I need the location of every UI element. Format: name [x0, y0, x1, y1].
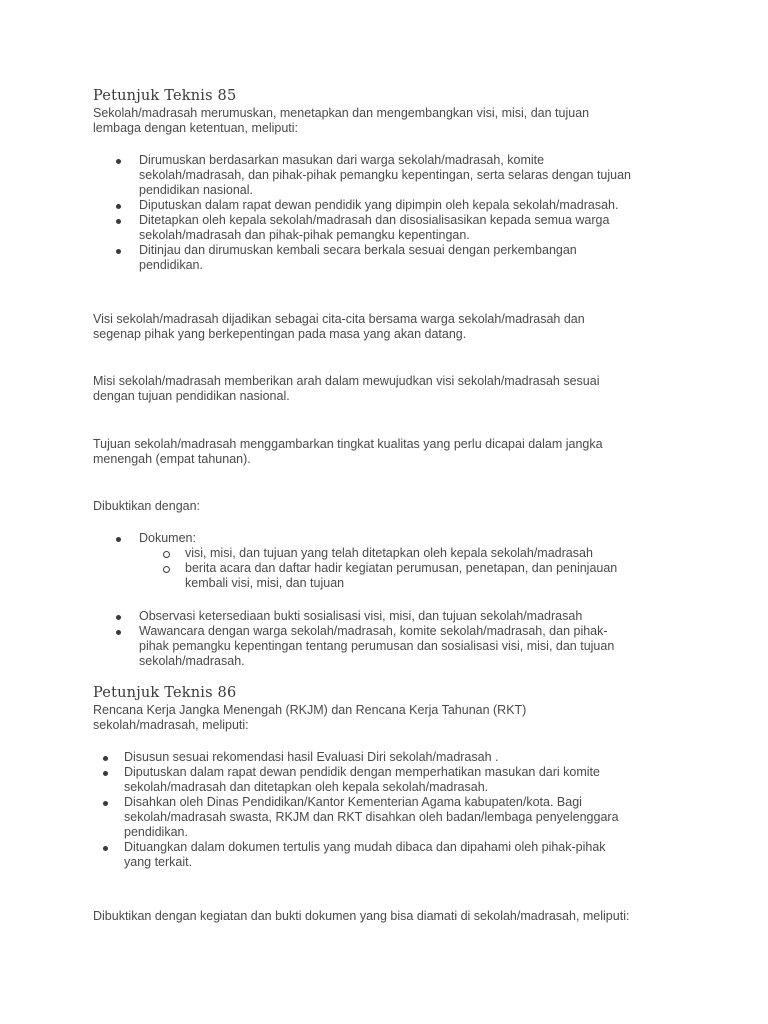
dokumen-sublist — [162, 546, 699, 591]
bullet-icon — [116, 204, 121, 209]
paragraph-tujuan: Tujuan sekolah/madrasah menggambarkan tingkat kualitas yang perlu dicapai dalam jangka menengah (empat tahunan). — [93, 437, 603, 466]
bullet-icon — [116, 219, 121, 224]
circle-bullet-icon — [163, 566, 170, 573]
sublist-item: berita acara dan daftar hadir kegiatan perumusan, penetapan, dan peninjauan kembali visi, misi, dan tujuan — [162, 561, 699, 591]
list-item: Dirumuskan berdasarkan masukan dari warga sekolah/madrasah, komite sekolah/madrasah, dan pihak-pihak pemangku kepentingan, serta selaras dengan tujuan pendidikan nasional. — [139, 153, 699, 198]
bullet-icon — [116, 537, 121, 542]
bullet-icon — [103, 801, 108, 806]
list-item: Disahkan oleh Dinas Pendidikan/Kantor Kementerian Agama kabupaten/kota. Bagi sekolah/madrasah swasta, RKJM dan RKT disahkan oleh badan/lembaga penyelenggara pendidikan. — [124, 795, 694, 840]
bullet-icon — [116, 630, 121, 635]
section-intro-86: Rencana Kerja Jangka Menengah (RKJM) dan Rencana Kerja Tahunan (RKT) sekolah/madrasah, meliputi: — [93, 703, 527, 732]
list-item-dokumen: Dokumen: visi, misi, dan tujuan yang telah ditetapkan oleh kepala sekolah/madrasah berita acara dan daftar hadir kegiatan perumusan, penetapan, dan peninjauan kembali visi, misi, dan tujuan — [139, 531, 699, 591]
paragraph-dibuktikan: Dibuktikan dengan: — [93, 499, 201, 513]
paragraph-misi: Misi sekolah/madrasah memberikan arah dalam mewujudkan visi sekolah/madrasah sesuai dengan tujuan pendidikan nasional. — [93, 374, 600, 403]
evidence-list-85 — [139, 531, 699, 591]
list-item: Dituangkan dalam dokumen tertulis yang mudah dibaca dan dipahami oleh pihak-pihak yang terkait. — [124, 840, 694, 870]
list-item: Diputuskan dalam rapat dewan pendidik dengan memperhatikan masukan dari komite sekolah/madrasah dan ditetapkan oleh kepala sekolah/madrasah. — [124, 765, 694, 795]
paragraph-visi: Visi sekolah/madrasah dijadikan sebagai cita-cita bersama warga sekolah/madrasah dan segenap pihak yang berkepentingan pada masa yang akan datang. — [93, 312, 585, 341]
list-item: Diputuskan dalam rapat dewan pendidik yang dipimpin oleh kepala sekolah/madrasah. — [139, 198, 699, 213]
sublist-item: visi, misi, dan tujuan yang telah ditetapkan oleh kepala sekolah/madrasah — [162, 546, 699, 561]
requirements-list-86 — [124, 750, 694, 870]
closing-paragraph-86: Dibuktikan dengan kegiatan dan bukti dokumen yang bisa diamati di sekolah/madrasah, meliputi: — [93, 909, 630, 923]
list-item: Disusun sesuai rekomendasi hasil Evaluasi Diri sekolah/madrasah . — [124, 750, 694, 765]
list-item: Observasi ketersediaan bukti sosialisasi visi, misi, dan tujuan sekolah/madrasah — [139, 609, 699, 624]
requirements-list-85 — [139, 153, 699, 273]
bullet-icon — [116, 159, 121, 164]
list-item: Wawancara dengan warga sekolah/madrasah, komite sekolah/madrasah, dan pihak- pihak pemangku kepentingan tentang perumusan dan sosialisasi visi, misi, dan tujuan sekolah/madrasah. — [139, 624, 699, 669]
bullet-icon — [116, 615, 121, 620]
section-heading-86: Petunjuk Teknis 86 — [93, 685, 237, 701]
bullet-icon — [103, 756, 108, 761]
bullet-icon — [103, 846, 108, 851]
section-heading-85: Petunjuk Teknis 85 — [93, 88, 237, 104]
circle-bullet-icon — [163, 551, 170, 558]
bullet-icon — [103, 771, 108, 776]
section-intro-85: Sekolah/madrasah merumuskan, menetapkan dan mengembangkan visi, misi, dan tujuan lembaga dengan ketentuan, meliputi: — [93, 106, 590, 135]
list-item: Ditinjau dan dirumuskan kembali secara berkala sesuai dengan perkembangan pendidikan. — [139, 243, 699, 273]
list-item: Ditetapkan oleh kepala sekolah/madrasah dan disosialisasikan kepada semua warga sekolah/madrasah dan pihak-pihak pemangku kepentingan. — [139, 213, 699, 243]
evidence-list-85-others — [139, 609, 699, 669]
bullet-icon — [116, 249, 121, 254]
